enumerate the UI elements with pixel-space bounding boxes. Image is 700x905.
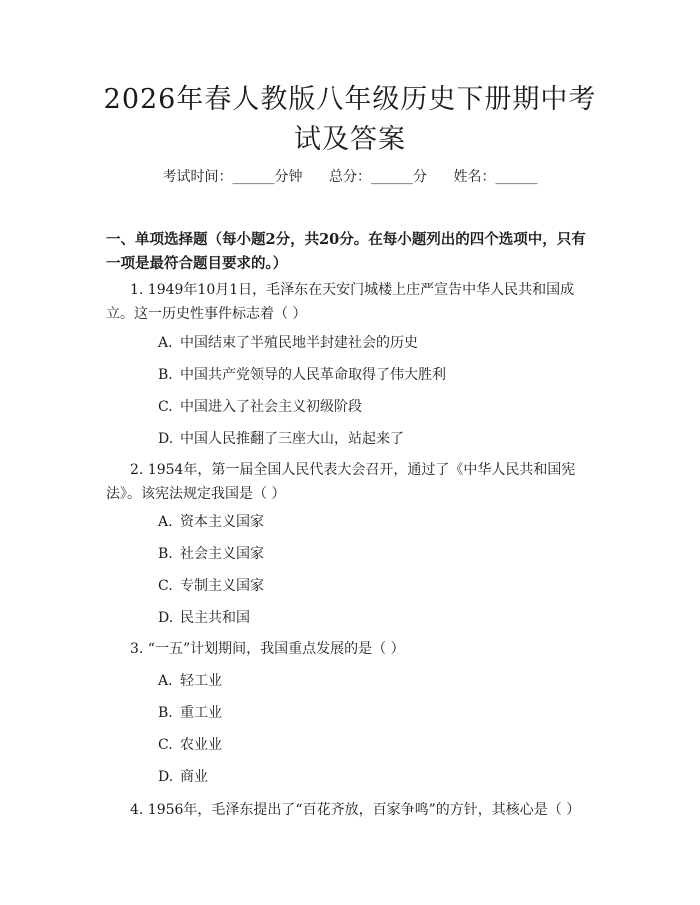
question-4 <box>106 798 596 822</box>
exam-meta <box>0 166 700 188</box>
option-2c <box>158 575 578 597</box>
option-letter: D. <box>158 769 174 785</box>
question-3 <box>106 637 596 661</box>
option-1b <box>158 364 578 386</box>
option-text: 中国人民推翻了三座大山，站起来了 <box>180 431 404 447</box>
option-3a <box>158 670 578 692</box>
question-stem: 4. 1956年，毛泽东提出了“百花齐放，百家争鸣”的方针，其核心是（ ） <box>130 802 581 818</box>
option-2d <box>158 607 578 629</box>
option-1c <box>158 396 578 418</box>
option-text: 商业 <box>180 769 208 785</box>
option-text: 社会主义国家 <box>180 546 264 562</box>
section-heading: 一、单项选择题（每小题2分，共20分。在每小题列出的四个选项中，只有一项是最符合题目要求的。） <box>106 231 586 272</box>
option-letter: C. <box>158 737 173 753</box>
page-title: 2026年春人教版八年级历史下册期中考试及答案 <box>103 84 597 155</box>
option-letter: C. <box>158 399 173 415</box>
question-stem: 1. 1949年10月1日，毛泽东在天安门城楼上庄严宣告中华人民共和国成立。这一历史性事件标志着（ ） <box>106 282 575 322</box>
option-text: 中国共产党领导的人民革命取得了伟大胜利 <box>180 367 446 383</box>
option-letter: A. <box>158 514 173 530</box>
option-letter: B. <box>158 546 173 562</box>
question-2 <box>106 458 596 506</box>
option-2a <box>158 511 578 533</box>
option-text: 资本主义国家 <box>180 514 264 530</box>
question-stem: 3. “一五”计划期间，我国重点发展的是（ ） <box>130 641 405 657</box>
question-1 <box>106 278 596 326</box>
option-letter: A. <box>158 673 173 689</box>
option-2b <box>158 543 578 565</box>
option-3d <box>158 766 578 788</box>
option-text: 农业业 <box>180 737 222 753</box>
option-letter: B. <box>158 705 173 721</box>
option-3b <box>158 702 578 724</box>
option-3c <box>158 734 578 756</box>
option-letter: A. <box>158 335 173 351</box>
option-1d <box>158 428 578 450</box>
option-text: 中国结束了半殖民地半封建社会的历史 <box>180 335 418 351</box>
option-1a <box>158 332 578 354</box>
option-text: 专制主义国家 <box>180 578 264 594</box>
option-letter: D. <box>158 431 174 447</box>
option-text: 民主共和国 <box>180 610 250 626</box>
option-letter: C. <box>158 578 173 594</box>
option-text: 轻工业 <box>180 673 222 689</box>
option-text: 重工业 <box>180 705 222 721</box>
total-score-field: 总分：______分 <box>329 169 427 185</box>
question-stem: 2. 1954年，第一届全国人民代表大会召开，通过了《中华人民共和国宪法》。该宪法规定我国是（ ） <box>106 462 576 502</box>
student-name-field: 姓名：______ <box>453 169 538 185</box>
option-letter: D. <box>158 610 174 626</box>
option-text: 中国进入了社会主义初级阶段 <box>180 399 362 415</box>
option-letter: B. <box>158 367 173 383</box>
exam-time-field: 考试时间：______分钟 <box>162 169 303 185</box>
